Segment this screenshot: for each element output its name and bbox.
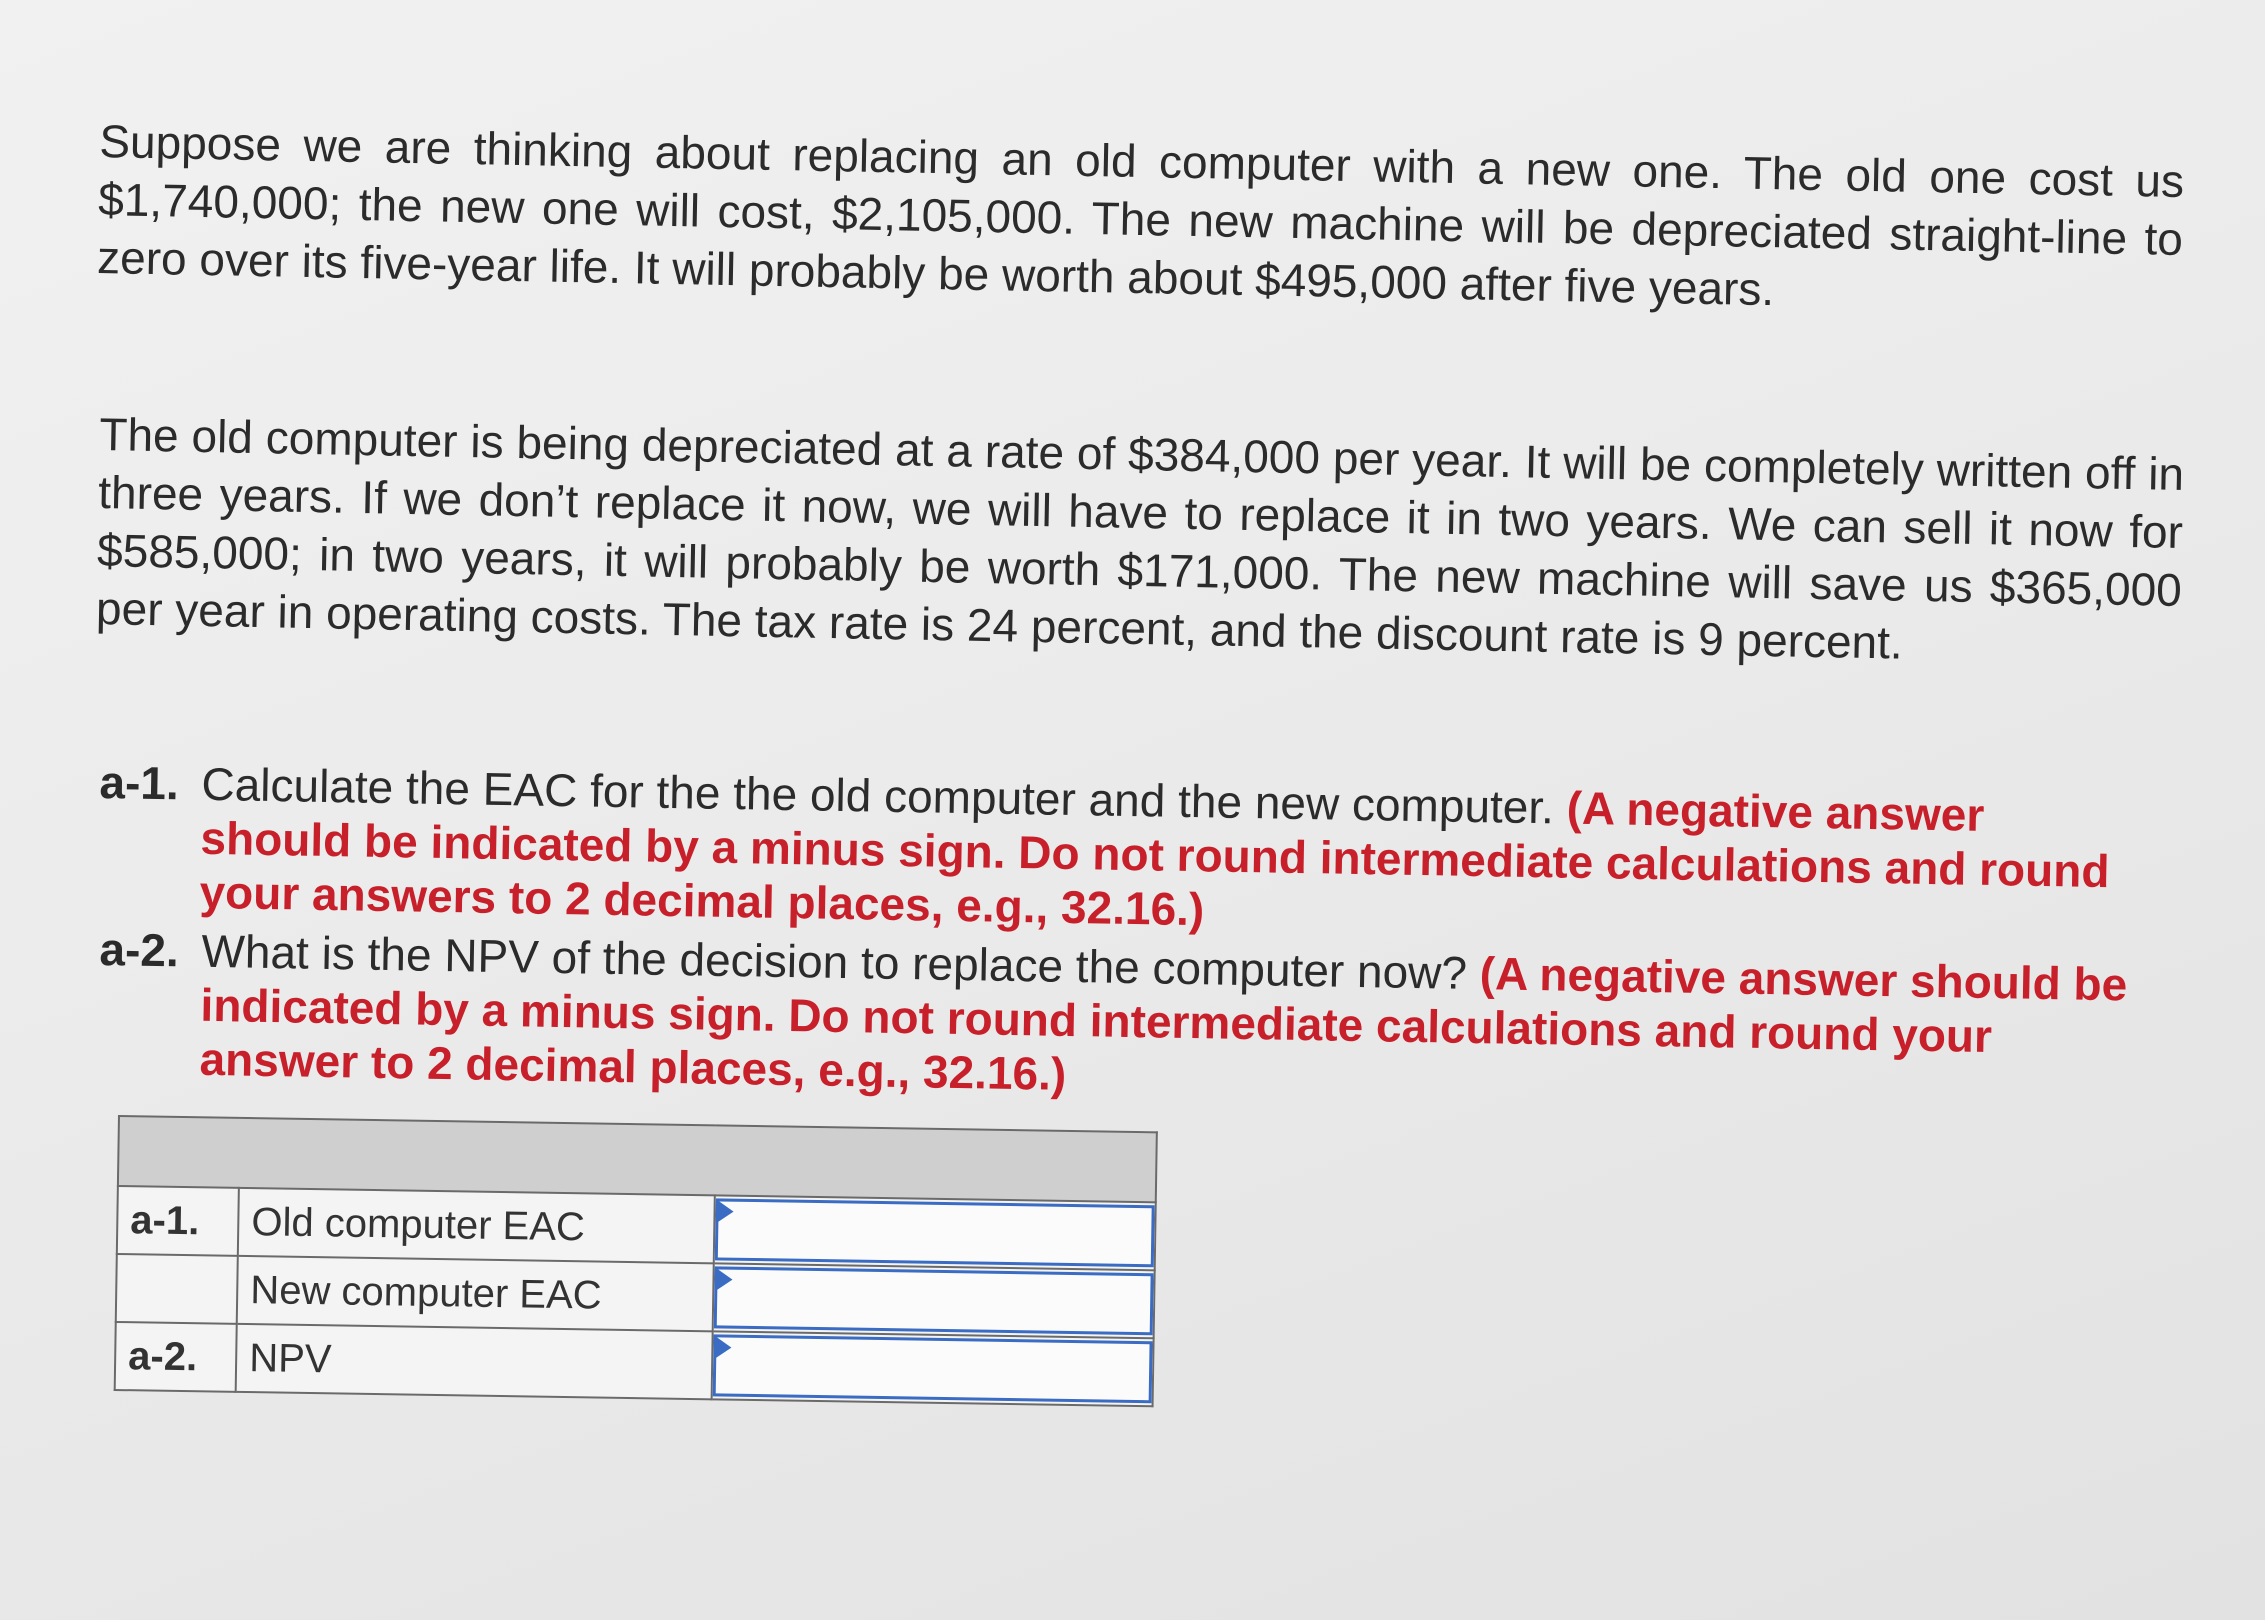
npv-input[interactable] <box>713 1334 1153 1403</box>
input-flag-icon <box>717 1268 733 1290</box>
problem-paragraph-1: Suppose we are thinking about replacing an old computer with a new one. The old one cost us $1,740,000; the new one will cost, $2,105,000. The new machine will be depreciated straight-line to zero over its five-year life. It will probably be worth about $495,000 after five years. <box>96 114 2185 316</box>
row-label: New computer EAC <box>237 1256 714 1331</box>
input-flag-icon <box>716 1336 732 1358</box>
question-text: Calculate the EAC for the the old computer and the new computer. <box>201 757 1555 834</box>
answer-cell <box>713 1263 1155 1338</box>
row-label: NPV <box>236 1324 713 1399</box>
row-label: Old computer EAC <box>238 1188 715 1263</box>
answer-table <box>114 1115 1158 1407</box>
question-a1 <box>97 755 2140 953</box>
answer-cell <box>714 1195 1156 1270</box>
problem-paragraph-2: The old computer is being depreciated at a rate of $384,000 per year. It will be completely written off in three years. If we don’t replace it now, we will have to replace it in two years. We can sell it now for $585,000; in two years, it will probably be worth $171,000. The new machine will save us $365,000 per year in operating costs. The tax rate is 24 percent, and the discount rate is 9 percent. <box>95 407 2185 669</box>
question-a2 <box>97 922 2140 1120</box>
question-text: What is the NPV of the decision to replace the computer now? <box>201 924 1468 999</box>
answer-cell <box>712 1331 1154 1406</box>
new-computer-eac-input[interactable] <box>714 1266 1154 1335</box>
question-instruction: (A negative answer should be indicated by a minus sign. Do not round intermediate calculations and round your answers to 2 decimal places, e.g., 32.16.) <box>199 781 2110 936</box>
question-label: a-1. <box>99 755 180 810</box>
question-label: a-2. <box>99 922 180 977</box>
question-instruction: (A negative answer should be indicated by a minus sign. Do not round intermediate calculations and round your answer to 2 decimal places, e.g., 32.16.) <box>199 947 2128 1100</box>
old-computer-eac-input[interactable] <box>715 1198 1155 1267</box>
input-flag-icon <box>718 1200 734 1222</box>
row-code <box>116 1254 238 1324</box>
row-code: a-1. <box>117 1186 239 1256</box>
row-code: a-2. <box>115 1322 237 1392</box>
